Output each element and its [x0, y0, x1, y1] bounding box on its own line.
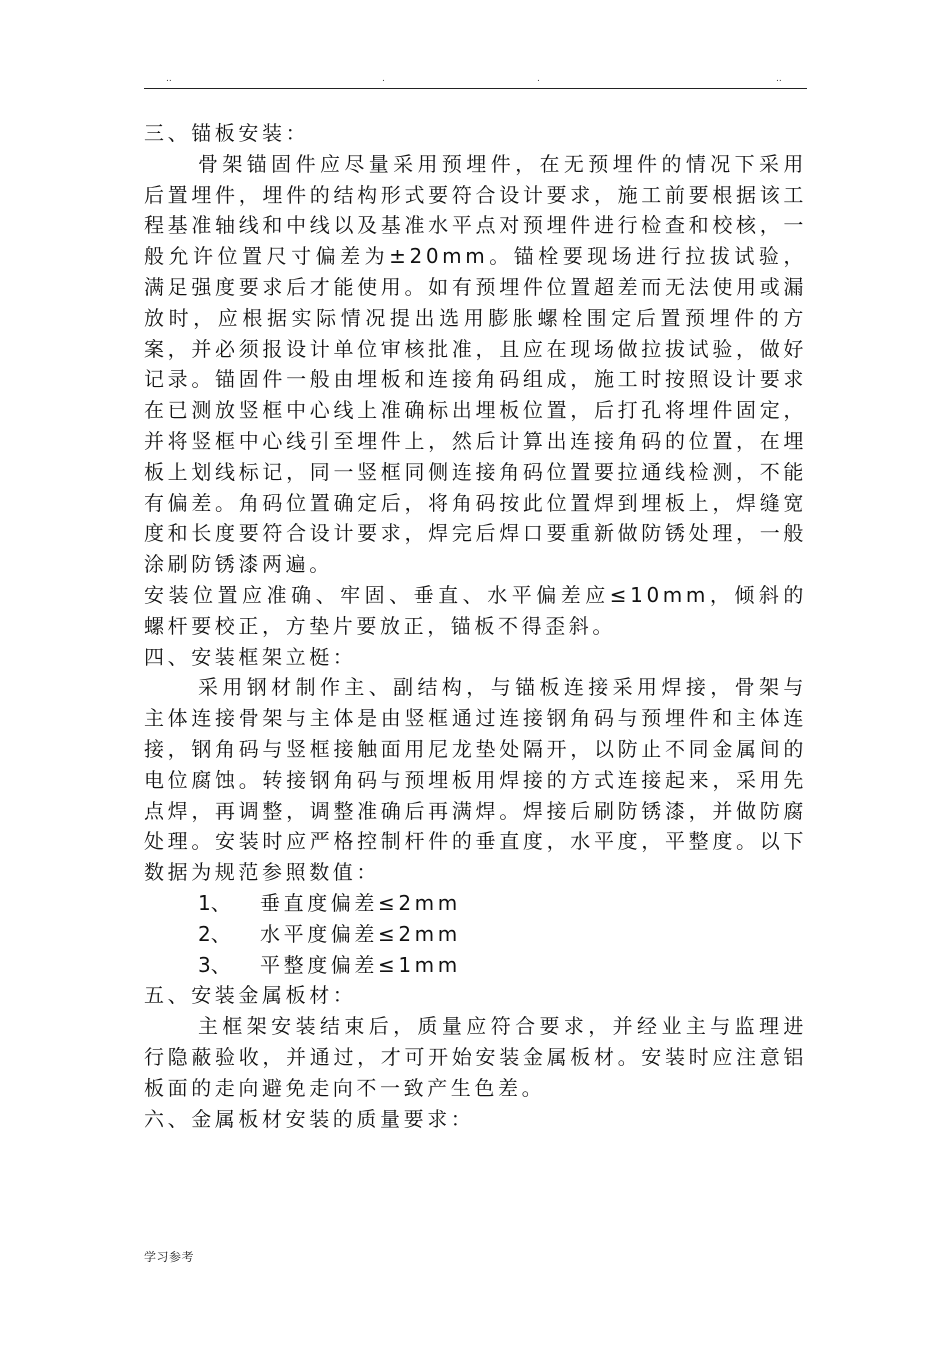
- paragraph: 安装位置应准确、牢固、垂直、水平偏差应≤10mm，倾斜的螺杆要校正，方垫片要放正，锚板不得歪斜。: [144, 582, 807, 638]
- header-mark: ..: [166, 74, 172, 84]
- section-heading: 六、金属板材安装的质量要求：: [144, 1106, 475, 1131]
- section-heading: 四、安装框架立梃：: [144, 644, 357, 669]
- list-text: 平整度偏差≤1mm: [260, 952, 461, 977]
- section-heading: 五、安装金属板材：: [144, 983, 357, 1008]
- section-heading: 三、锚板安装：: [144, 121, 310, 145]
- list-item: [144, 919, 807, 950]
- list-item: [144, 950, 807, 981]
- header-rule: [144, 88, 807, 89]
- page-footer: 学习参考: [144, 1250, 195, 1264]
- paragraph: 采用钢材制作主、副结构，与锚板连接采用焊接，骨架与主体连接骨架与主体是由竖框通过连接钢角码与预埋件和主体连接，钢角码与竖框接触面用尼龙垫处隔开，以防止不同金属间的电位腐蚀。转接钢角码与预埋板用焊接的方式连接起来，采用先点焊，再调整，调整准确后再满焊。焊接后刷防锈漆，并做防腐处理。安装时应严格控制杆件的垂直度，水平度，平整度。以下数据为规范参照数值：: [144, 675, 807, 885]
- paragraph: 骨架锚固件应尽量采用预埋件，在无预埋件的情况下采用后置埋件，埋件的结构形式要符合设计要求，施工前要根据该工程基准轴线和中线以及基准水平点对预埋件进行检查和校核，一般允许位置尺寸偏差为±20mm。锚栓要现场进行拉拔试验，满足强度要求后才能使用。如有预埋件位置超差而无法使用或漏放时，应根据实际情况提出选用膨胀螺栓围定后置预埋件的方案，并必须报设计单位审核批准，且应在现场做拉拔试验，做好记录。锚固件一般由埋板和连接角码组成，施工时按照设计要求在已测放竖框中心线上准确标出埋板位置，后打孔将埋件固定，并将竖框中心线引至埋件上，然后计算出连接角码的位置，在埋板上划线标记，同一竖框同侧连接角码位置要拉通线检测，不能有偏差。角码位置确定后，将角码按此位置焊到埋板上，焊缝宽度和长度要符合设计要求，焊完后焊口要重新做防锈处理，一般涂刷防锈漆两遍。: [144, 151, 807, 577]
- document-body: [144, 118, 807, 1134]
- list-number: 2、: [198, 921, 231, 946]
- page-header: [144, 74, 807, 88]
- list-number: 1、: [198, 890, 231, 915]
- header-mark: ..: [776, 74, 782, 84]
- paragraph: 主框架安装结束后，质量应符合要求，并经业主与监理进行隐蔽验收，并通过，才可开始安装金属板材。安装时应注意铝板面的走向避免走向不一致产生色差。: [144, 1014, 807, 1100]
- list-number: 3、: [198, 952, 231, 977]
- list-item: [144, 888, 807, 919]
- header-mark: .: [382, 74, 385, 84]
- list-text: 垂直度偏差≤2mm: [260, 890, 461, 915]
- header-mark: .: [537, 74, 540, 84]
- list-text: 水平度偏差≤2mm: [260, 921, 461, 946]
